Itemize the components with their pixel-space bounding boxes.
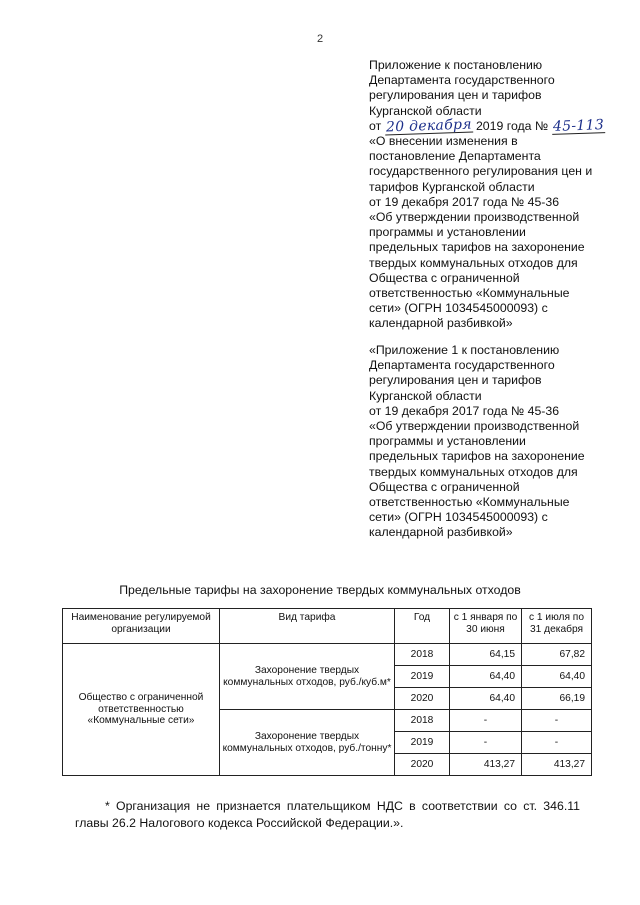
appendix-line: сети» (ОГРН 1034545000093) с	[369, 510, 548, 525]
table-header-row	[63, 609, 592, 644]
tariff-value-cell: -	[450, 732, 522, 754]
footnote-text: * Организация не признается плательщиком НДС в соответствии со ст. 346.11 главы 26.2 Налогового кодекса Российской Федерации.».	[75, 799, 580, 830]
appendix-line: календарной разбивкой»	[369, 316, 513, 331]
tariff-value-cell: 64,40	[450, 666, 522, 688]
date-prefix: от	[369, 118, 382, 133]
appendix-header	[369, 58, 619, 332]
appendix-line: регулирования цен и тарифов	[369, 88, 542, 103]
tariffs-table	[62, 608, 592, 776]
appendix-line: сети» (ОГРН 1034545000093) с	[369, 301, 548, 316]
appendix-line: программы и установлении	[369, 434, 526, 449]
date-year: 2019 года №	[475, 118, 549, 133]
appendix-line: календарной разбивкой»	[369, 525, 513, 540]
appendix-date-line	[369, 116, 619, 136]
appendix-line: тарифов Курганской области	[369, 179, 535, 194]
appendix-line: ответственностью «Коммунальные	[369, 286, 570, 301]
tariff-value-cell: 64,15	[450, 644, 522, 666]
table-title: Предельные тарифы на захоронение твердых коммунальных отходов	[119, 583, 521, 597]
appendix-line: «О внесении изменения в	[369, 134, 518, 149]
appendix-line: «Об утверждении производственной	[369, 419, 580, 434]
tariff-value-cell: 64,40	[522, 666, 592, 688]
appendix-line: предельных тарифов на захоронение	[369, 449, 585, 464]
appendix-line: «Об утверждении производственной	[369, 210, 580, 225]
header-type: Вид тарифа	[220, 609, 395, 644]
appendix-line: Департамента государственного	[369, 73, 555, 88]
footnote	[75, 798, 580, 832]
header-year: Год	[395, 609, 450, 644]
appendix-line: постановление Департамента	[369, 149, 541, 164]
tariff-type-cell: Захоронение твердых коммунальных отходов, руб./куб.м*	[220, 644, 395, 710]
year-cell: 2020	[395, 688, 450, 710]
appendix-line: Общества с ограниченной	[369, 270, 520, 285]
tariff-value-cell: 67,82	[522, 644, 592, 666]
tariff-type-cell: Захоронение твердых коммунальных отходов, руб./тонну*	[220, 710, 395, 776]
year-cell: 2019	[395, 666, 450, 688]
appendix-line: от 19 декабря 2017 года № 45-36	[369, 403, 560, 418]
tariff-value-cell: -	[522, 710, 592, 732]
appendix-line: Курганской области	[369, 388, 482, 403]
table-row	[63, 644, 592, 666]
handwritten-date: 20 декабря	[385, 116, 472, 136]
appendix-line: регулирования цен и тарифов	[369, 373, 542, 388]
appendix-line: твердых коммунальных отходов для	[369, 255, 578, 270]
appendix-line: государственного регулирования цен и	[369, 164, 593, 179]
tariff-value-cell: -	[450, 710, 522, 732]
appendix-line: твердых коммунальных отходов для	[369, 464, 578, 479]
page-number: 2	[316, 33, 324, 45]
tariff-value-cell: -	[522, 732, 592, 754]
appendix-line: предельных тарифов на захоронение	[369, 240, 585, 255]
appendix-line: Приложение к постановлению	[369, 58, 543, 72]
year-cell: 2020	[395, 754, 450, 776]
appendix-line: от 19 декабря 2017 года № 45-36	[369, 194, 560, 209]
handwritten-number: 45-113	[552, 116, 604, 135]
appendix-line: программы и установлении	[369, 225, 526, 240]
appendix-line: ответственностью «Коммунальные	[369, 495, 570, 510]
year-cell: 2019	[395, 732, 450, 754]
header-first-half: с 1 января по 30 июня	[450, 609, 522, 644]
tariff-value-cell: 413,27	[450, 754, 522, 776]
year-cell: 2018	[395, 644, 450, 666]
header-org: Наименование регулируемой организации	[63, 609, 220, 644]
organization-cell: Общество с ограниченной ответственностью «Коммунальные сети»	[63, 644, 220, 776]
appendix-line: Департамента государственного	[369, 358, 555, 373]
tariff-value-cell: 413,27	[522, 754, 592, 776]
header-second-half: с 1 июля по 31 декабря	[522, 609, 592, 644]
appendix-1-header	[369, 343, 619, 541]
tariff-value-cell: 66,19	[522, 688, 592, 710]
appendix-line: «Приложение 1 к постановлению	[369, 343, 560, 357]
appendix-line: Общества с ограниченной	[369, 479, 520, 494]
year-cell: 2018	[395, 710, 450, 732]
appendix-line: Курганской области	[369, 103, 482, 118]
tariff-value-cell: 64,40	[450, 688, 522, 710]
